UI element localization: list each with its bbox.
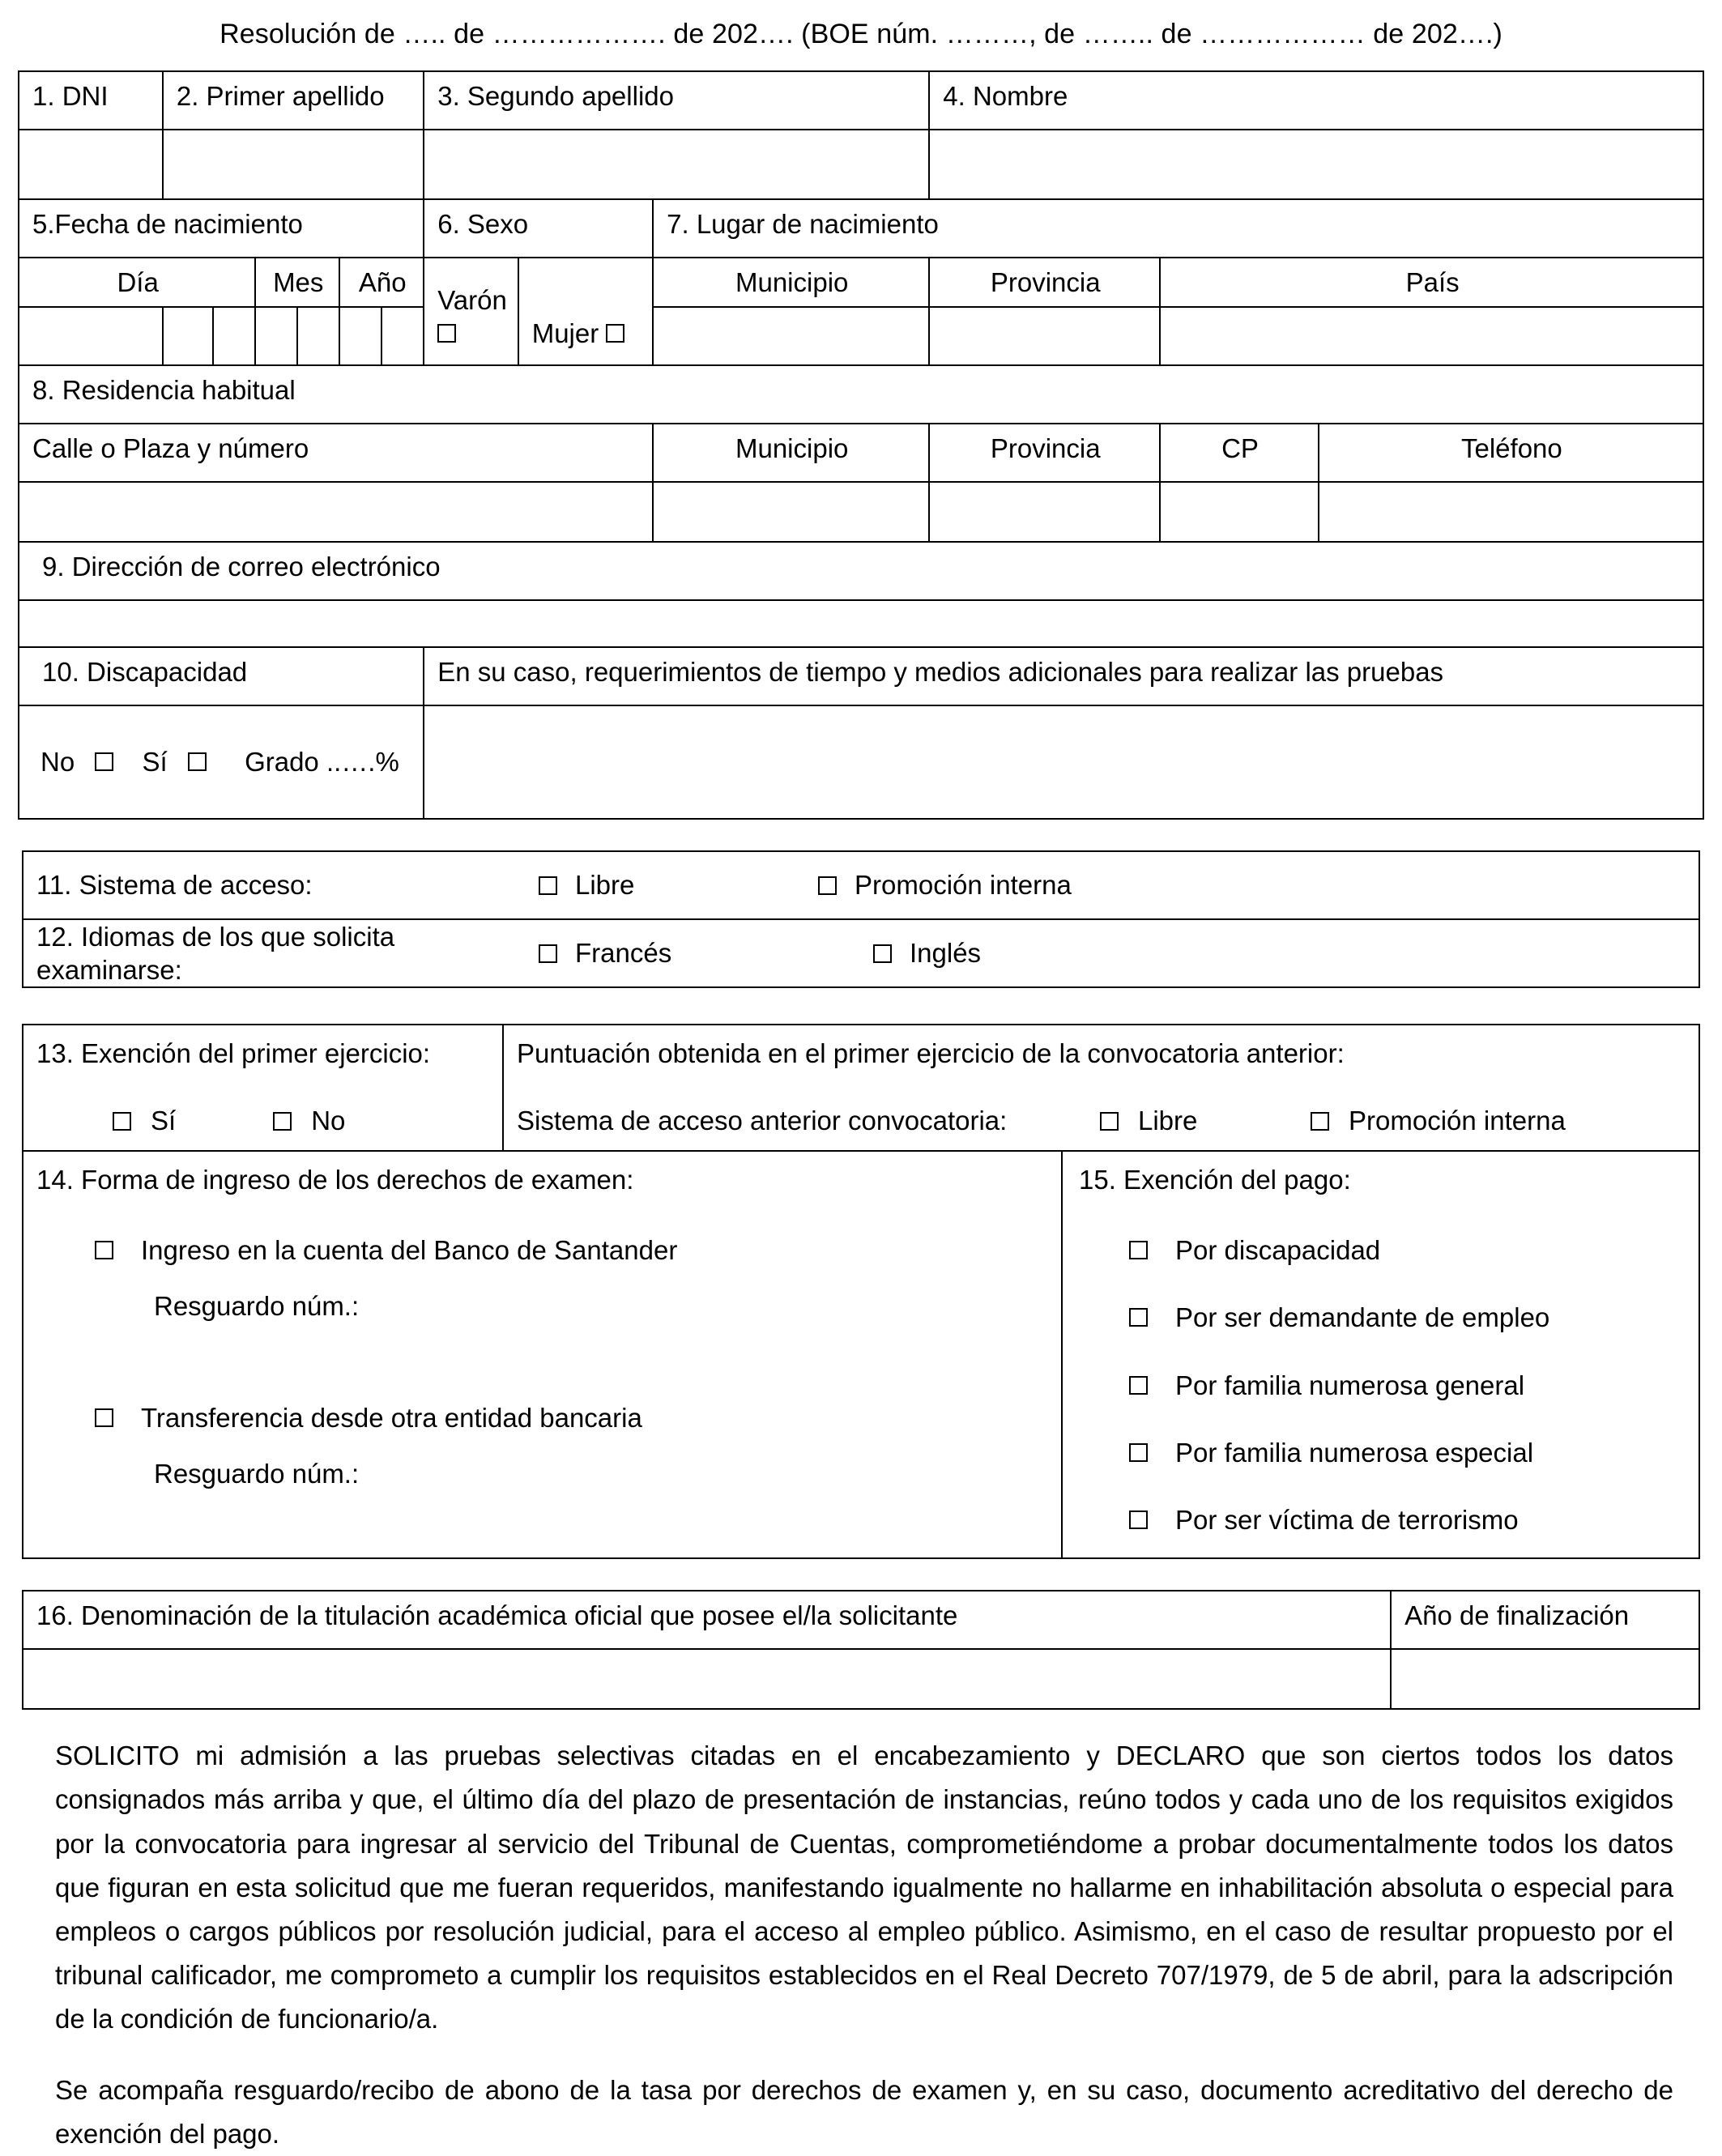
label-previous-access-internal: Promoción interna [1349,1105,1566,1136]
label-previous-access-system: Sistema de acceso anterior convocatoria: [517,1105,1008,1136]
input-year-2[interactable] [339,307,381,365]
access-option-free[interactable] [539,868,818,901]
payment-method-section [23,1152,1063,1558]
input-month-2[interactable] [255,307,297,365]
input-birth-country[interactable] [1160,307,1703,365]
label-exemption-large-family-general: Por familia numerosa general [1175,1370,1525,1400]
label-previous-score: Puntuación obtenida en el primer ejercicio de la convocatoria anterior: [517,1038,1345,1069]
input-completion-year[interactable] [1391,1649,1699,1709]
checkbox-language-french[interactable] [539,944,557,963]
label-birth-country: País [1160,258,1703,307]
input-dni[interactable] [19,130,163,199]
checkbox-previous-access-internal[interactable] [1311,1112,1329,1131]
input-phone[interactable] [1319,482,1703,542]
qualification-table [22,1590,1700,1710]
payment-exemption-option-disability[interactable] [1129,1234,1686,1267]
label-sex: 6. Sexo [424,199,653,258]
label-year: Año [339,258,424,307]
label-receipt-santander: Resguardo núm.: [154,1291,360,1322]
label-given-name: 4. Nombre [929,71,1703,130]
label-payment-exemption-title: 15. Exención del pago: [1079,1164,1351,1195]
input-qualification-name[interactable] [23,1649,1391,1709]
sex-male-option[interactable] [424,258,518,365]
checkbox-exemption-terrorism-victim[interactable] [1129,1510,1148,1529]
first-exercise-exemption-options[interactable] [23,1072,502,1150]
label-dni: 1. DNI [19,71,163,130]
declaration-paragraph-1: SOLICITO mi admisión a las pruebas selectivas citadas en el encabezamiento y DECLARO que son ciertos todos los datos consignados más arriba y que, el último día del plazo de presentación de instancias, reúno todos y cada uno de los requisitos exigidos por la convocatoria para ingresar al servicio del Tribunal de Cuentas, comprometiéndome a probar documentalmente todos los datos que figuran en esta solicitud que me fueran requeridos, manifestando igualmente no hallarme en inhabilitación absoluta o especial para empleos o cargos públicos por resolución judicial, para el acceso al empleo público. Asimismo, en el caso de resultar propuesto por el tribunal calificador, me comprometo a cumplir los requisitos establecidos en el Real Decreto 707/1979, de 5 de abril, para la adscripción de la condición de funcionario/a. [55,1741,1673,2034]
label-exemption-terrorism-victim: Por ser víctima de terrorismo [1175,1505,1519,1536]
checkbox-exemption-yes[interactable] [113,1112,131,1131]
input-postal-code[interactable] [1160,482,1319,542]
label-birth-date: 5.Fecha de nacimiento [19,199,424,258]
input-month-1[interactable] [213,307,255,365]
payment-option-transfer[interactable] [95,1401,1048,1434]
label-postal-code: CP [1160,424,1319,482]
input-birth-province[interactable] [929,307,1160,365]
resolution-header-line: Resolución de ….. de ………………. de 202…. (BOE núm. ………, de …….. de ……………… de 202….) [220,19,1502,49]
checkbox-previous-access-free[interactable] [1100,1112,1119,1131]
previous-access-row [504,1072,1699,1150]
label-completion-year: Año de finalización [1391,1591,1699,1649]
payment-exemption-option-terrorism-victim[interactable] [1129,1503,1686,1536]
input-first-surname[interactable] [163,130,424,199]
checkbox-payment-santander[interactable] [95,1241,113,1259]
checkbox-access-internal[interactable] [818,876,837,895]
checkbox-disability-no[interactable] [95,752,113,771]
label-birth-municipality: Municipio [653,258,929,307]
exemption-payment-group [22,1024,1700,1559]
label-disability-requirements: En su caso, requerimientos de tiempo y medios adicionales para realizar las pruebas [424,647,1703,705]
qualification-header-row [23,1591,1699,1649]
label-qualification-title: 16. Denominación de la titulación académica oficial que posee el/la solicitante [23,1591,1391,1649]
input-birth-municipality[interactable] [653,307,929,365]
label-residence-province: Provincia [929,424,1160,482]
label-access-free: Libre [575,870,635,901]
label-second-surname: 3. Segundo apellido [424,71,929,130]
spacer-before-qualification [18,1559,1704,1590]
payment-exemption-option-large-family-general[interactable] [1129,1369,1686,1402]
input-disability-requirements[interactable] [424,705,1703,819]
input-given-name[interactable] [929,130,1703,199]
access-option-internal[interactable] [818,868,1072,901]
declaration-paragraph-2: Se acompaña resguardo/recibo de abono de la tasa por derechos de examen y, en su caso, documento acreditativo del derecho de exención del pago. [55,2075,1673,2150]
checkbox-language-english[interactable] [873,944,892,963]
input-email[interactable] [19,600,1703,647]
label-receipt-transfer: Resguardo núm.: [154,1458,360,1489]
label-phone: Teléfono [1319,424,1703,482]
label-previous-access-free: Libre [1138,1105,1198,1136]
disability-options[interactable] [19,705,424,819]
label-male: Varón [437,284,507,315]
access-system-block [22,850,1700,920]
first-exercise-exemption-left [23,1025,504,1150]
checkbox-payment-transfer[interactable] [95,1408,113,1427]
residence-header-row [19,424,1703,482]
label-exemption-no: No [311,1105,346,1136]
personal-data-table [18,70,1704,820]
label-month: Mes [255,258,339,307]
email-title-row [19,542,1703,600]
label-payment-title: 14. Forma de ingreso de los derechos de examen: [36,1164,634,1195]
spacer-after-personal-table [18,820,1704,850]
input-year-1[interactable] [297,307,339,365]
payment-option-santander[interactable] [95,1234,1048,1267]
checkbox-male[interactable] [437,324,456,343]
checkbox-exemption-disability[interactable] [1129,1241,1148,1259]
identity-input-row [19,130,1703,199]
label-first-exercise-exemption: 13. Exención del primer ejercicio: [36,1038,431,1069]
input-street[interactable] [19,482,653,542]
birth-section-header-row [19,199,1703,258]
label-first-surname: 2. Primer apellido [163,71,424,130]
label-access-system: 11. Sistema de acceso: [36,870,313,901]
field-receipt-santander[interactable] [154,1289,1048,1323]
label-street: Calle o Plaza y número [19,424,653,482]
disability-input-row [19,705,1703,819]
label-disability-grade: Grado ..….% [245,747,399,778]
label-birth-place: 7. Lugar de nacimiento [653,199,1703,258]
label-exemption-large-family-special: Por familia numerosa especial [1175,1437,1534,1468]
checkbox-disability-yes[interactable] [188,752,207,771]
label-language-french: Francés [575,938,672,969]
input-residence-municipality[interactable] [653,482,929,542]
first-exercise-exemption-block [22,1024,1700,1152]
input-date-spacer[interactable] [381,307,424,365]
first-exercise-exemption-right [504,1025,1699,1150]
label-female: Mujer [531,317,599,348]
label-disability-title: 10. Discapacidad [19,647,424,705]
checkbox-exemption-large-family-general[interactable] [1129,1376,1148,1395]
label-access-internal: Promoción interna [855,870,1072,901]
birth-input-row [19,307,1703,365]
checkbox-exemption-jobseeker[interactable] [1129,1308,1148,1327]
identity-label-row [19,71,1703,130]
declaration-text [18,1710,1704,2156]
languages-block [22,920,1700,988]
input-second-surname[interactable] [424,130,929,199]
payment-exemption-option-jobseeker[interactable] [1129,1301,1686,1334]
spacer-before-exemption [18,988,1704,1024]
label-day: Día [19,258,255,307]
label-disability-no: No [40,747,75,778]
payment-exemption-option-large-family-special[interactable] [1129,1436,1686,1469]
access-language-group [22,850,1700,988]
label-language-english: Inglés [910,938,982,969]
previous-access-option-internal[interactable] [1311,1104,1566,1139]
label-residence-title: 8. Residencia habitual [19,365,1703,424]
checkbox-female[interactable] [606,324,624,343]
checkbox-access-free[interactable] [539,876,557,895]
label-payment-santander: Ingreso en la cuenta del Banco de Santander [141,1235,678,1266]
label-birth-province: Provincia [929,258,1160,307]
field-receipt-transfer[interactable] [154,1457,1048,1490]
input-day-2[interactable] [163,307,213,365]
birth-subheader-row [19,258,1703,307]
label-email-title: 9. Dirección de correo electrónico [19,542,1703,600]
previous-access-option-free[interactable] [1100,1104,1311,1139]
sex-female-option[interactable] [518,258,653,365]
label-residence-municipality: Municipio [653,424,929,482]
label-payment-transfer: Transferencia desde otra entidad bancaria [141,1402,642,1433]
residence-title-row [19,365,1703,424]
label-exemption-disability: Por discapacidad [1175,1235,1381,1266]
input-day-1[interactable] [19,307,163,365]
checkbox-exemption-large-family-special[interactable] [1129,1443,1148,1462]
email-input-row [19,600,1703,647]
label-exemption-yes: Sí [151,1105,177,1136]
residence-input-row [19,482,1703,542]
payment-block [22,1152,1700,1560]
disability-header-row [19,647,1703,705]
payment-exemption-section [1063,1152,1699,1558]
language-option-english[interactable] [873,936,981,969]
label-languages: 12. Idiomas de los que solicita examinarse: [36,921,395,986]
qualification-input-row [23,1649,1699,1709]
checkbox-exemption-no[interactable] [273,1112,292,1131]
label-exemption-jobseeker: Por ser demandante de empleo [1175,1302,1550,1333]
language-option-french[interactable] [539,936,834,969]
label-disability-yes: Sí [142,747,168,778]
input-residence-province[interactable] [929,482,1160,542]
